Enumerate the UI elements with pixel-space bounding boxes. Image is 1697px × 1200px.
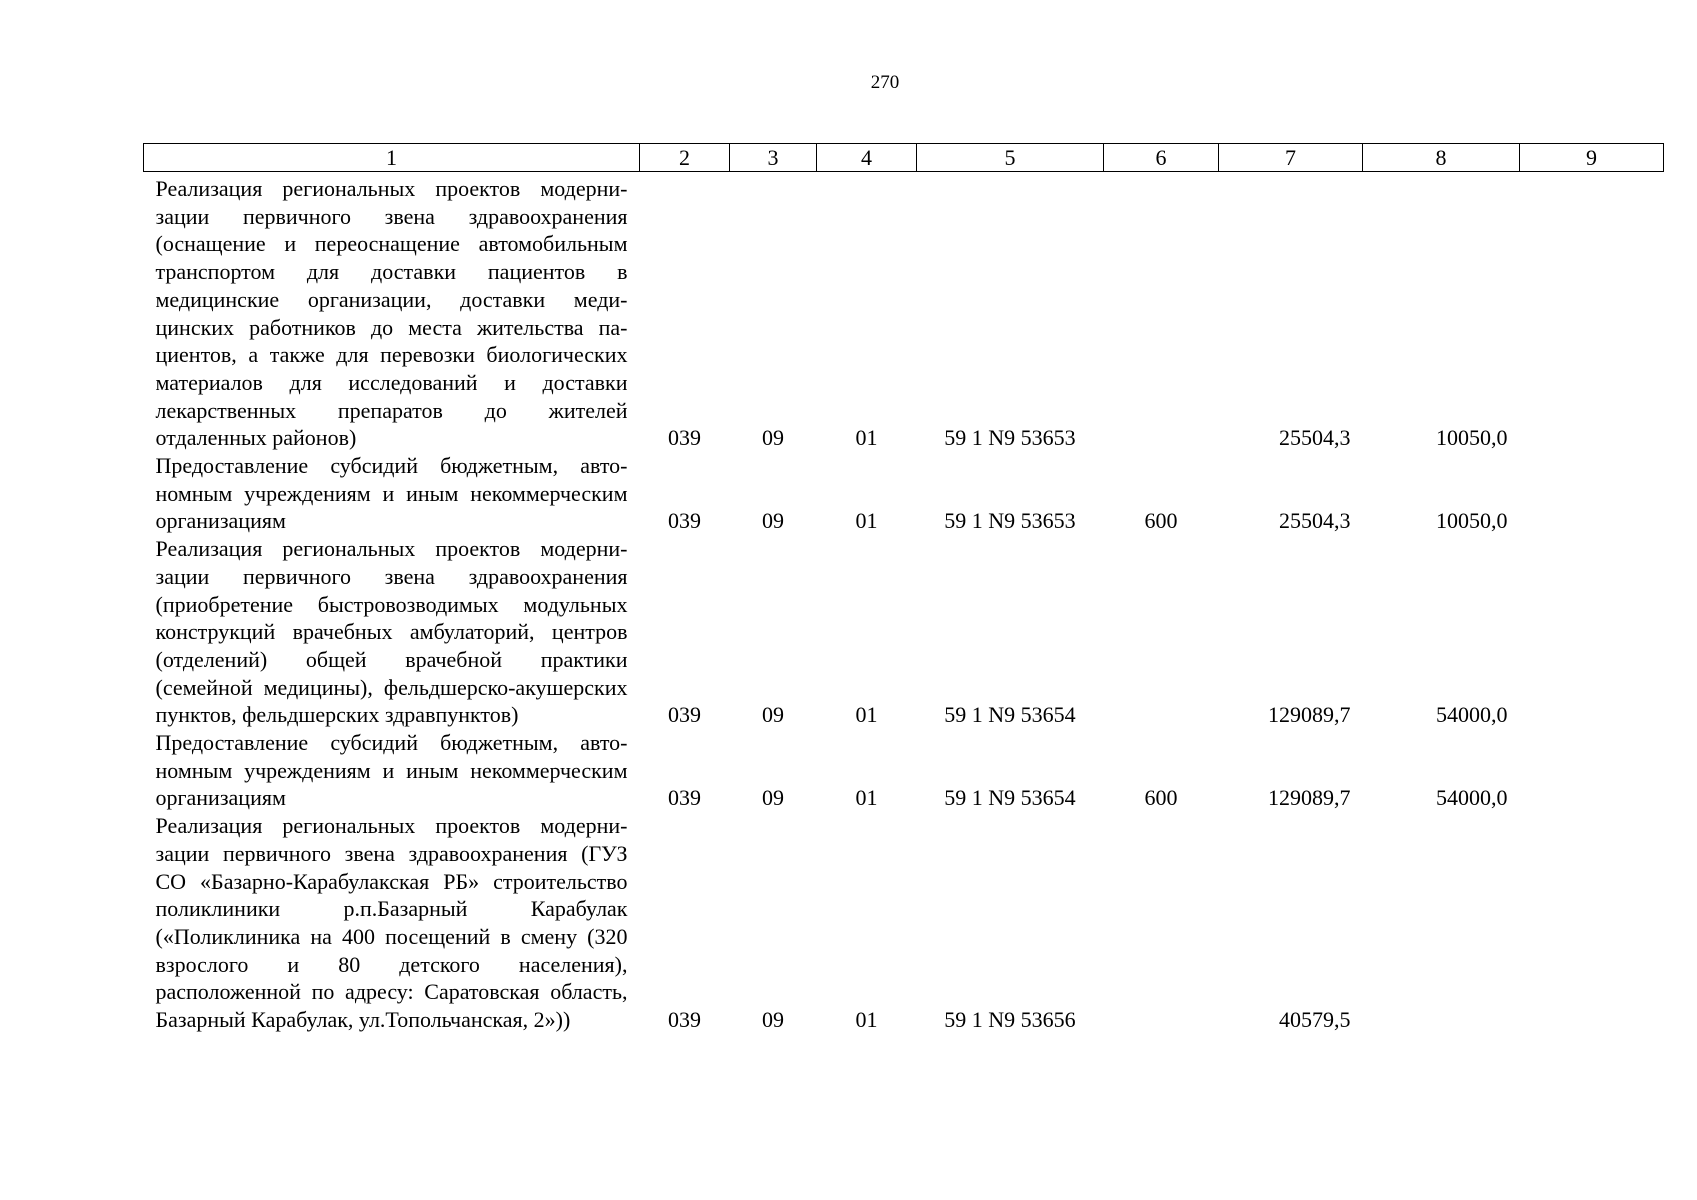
- ministry-code: 039: [668, 425, 701, 451]
- column-header: 5: [917, 144, 1104, 172]
- table-row: [144, 812, 1664, 1034]
- row-description: Предоставление субсидий бюджетным, автономным учреждениям и иным некоммерческим организациям: [155, 453, 628, 534]
- table-row: [144, 729, 1664, 812]
- row-description: Реализация региональных проектов модернизации первичного звена здравоохранения (ГУЗ СО «Базарно-Карабулакская РБ» строительство поликлиники р.п.Базарный Карабулак («Поликлиника на 400 посещений в смену (320 взрослого и 80 детского населения), расположенной по адресу: Саратовская область, Базарный Карабулак, ул.Топольчанская, 2»)): [155, 813, 628, 1033]
- row-description: Реализация региональных проектов модернизации первичного звена здравоохранения (приобретение быстровозводимых модульных конструкций врачебных амбулаторий, центров (отделений) общей врачебной практики (семейной медицины), фельдшерско-акушерских пунктов, фельдшерских здравпунктов): [155, 536, 628, 728]
- page-number: 270: [870, 72, 900, 93]
- section-code: 09: [762, 425, 784, 451]
- amount-col7: 25504,3: [1279, 425, 1351, 451]
- ministry-code: 039: [668, 508, 701, 534]
- ministry-code: 039: [668, 702, 701, 728]
- expense-type-code: [1104, 535, 1219, 729]
- expense-type-code: [1104, 812, 1219, 1034]
- subsection-code: 01: [855, 1007, 878, 1033]
- table-row: [144, 452, 1664, 535]
- target-article-code: 59 1 N9 53653: [944, 508, 1076, 534]
- target-article-code: 59 1 N9 53654: [944, 702, 1076, 728]
- column-header: 8: [1363, 144, 1520, 172]
- amount-col9: [1520, 729, 1664, 812]
- amount-col7: 129089,7: [1268, 785, 1351, 811]
- expense-type-code: 600: [1144, 508, 1178, 534]
- subsection-code: 01: [855, 508, 878, 534]
- amount-col8: 54000,0: [1436, 785, 1508, 811]
- row-description: Реализация региональных проектов модернизации первичного звена здравоохранения (оснащение и переоснащение автомобильным транспортом для доставки пациентов в медицинские организации, доставки медицинских работников до места жительства пациентов, а также для перевозки биологических материалов для исследований и доставки лекарственных препаратов до жителей отдаленных районов): [155, 176, 628, 451]
- amount-col7: 40579,5: [1279, 1007, 1351, 1033]
- column-header: 4: [817, 144, 917, 172]
- amount-col8: [1363, 812, 1520, 1034]
- amount-col8: 10050,0: [1436, 425, 1508, 451]
- ministry-code: 039: [668, 1007, 701, 1033]
- section-code: 09: [762, 1007, 784, 1033]
- column-header: 3: [730, 144, 817, 172]
- subsection-code: 01: [855, 785, 878, 811]
- section-code: 09: [762, 785, 784, 811]
- table-row: [144, 172, 1664, 453]
- column-header: 1: [144, 144, 640, 172]
- subsection-code: 01: [855, 702, 878, 728]
- column-number-header-row: [144, 144, 1664, 172]
- column-header: 9: [1520, 144, 1664, 172]
- ministry-code: 039: [668, 785, 701, 811]
- column-header: 2: [640, 144, 730, 172]
- budget-table: [143, 143, 1664, 1034]
- amount-col8: 10050,0: [1436, 508, 1508, 534]
- section-code: 09: [762, 702, 784, 728]
- subsection-code: 01: [855, 425, 878, 451]
- amount-col9: [1520, 535, 1664, 729]
- section-code: 09: [762, 508, 784, 534]
- expense-type-code: [1104, 172, 1219, 453]
- target-article-code: 59 1 N9 53656: [944, 1007, 1076, 1033]
- row-description: Предоставление субсидий бюджетным, автономным учреждениям и иным некоммерческим организациям: [155, 730, 628, 811]
- table-row: [144, 535, 1664, 729]
- target-article-code: 59 1 N9 53653: [944, 425, 1076, 451]
- expense-type-code: 600: [1144, 785, 1178, 811]
- column-header: 7: [1219, 144, 1363, 172]
- amount-col7: 25504,3: [1279, 508, 1351, 534]
- amount-col7: 129089,7: [1268, 702, 1351, 728]
- amount-col9: [1520, 452, 1664, 535]
- column-header: 6: [1104, 144, 1219, 172]
- amount-col9: [1520, 812, 1664, 1034]
- amount-col8: 54000,0: [1436, 702, 1508, 728]
- target-article-code: 59 1 N9 53654: [944, 785, 1076, 811]
- amount-col9: [1520, 172, 1664, 453]
